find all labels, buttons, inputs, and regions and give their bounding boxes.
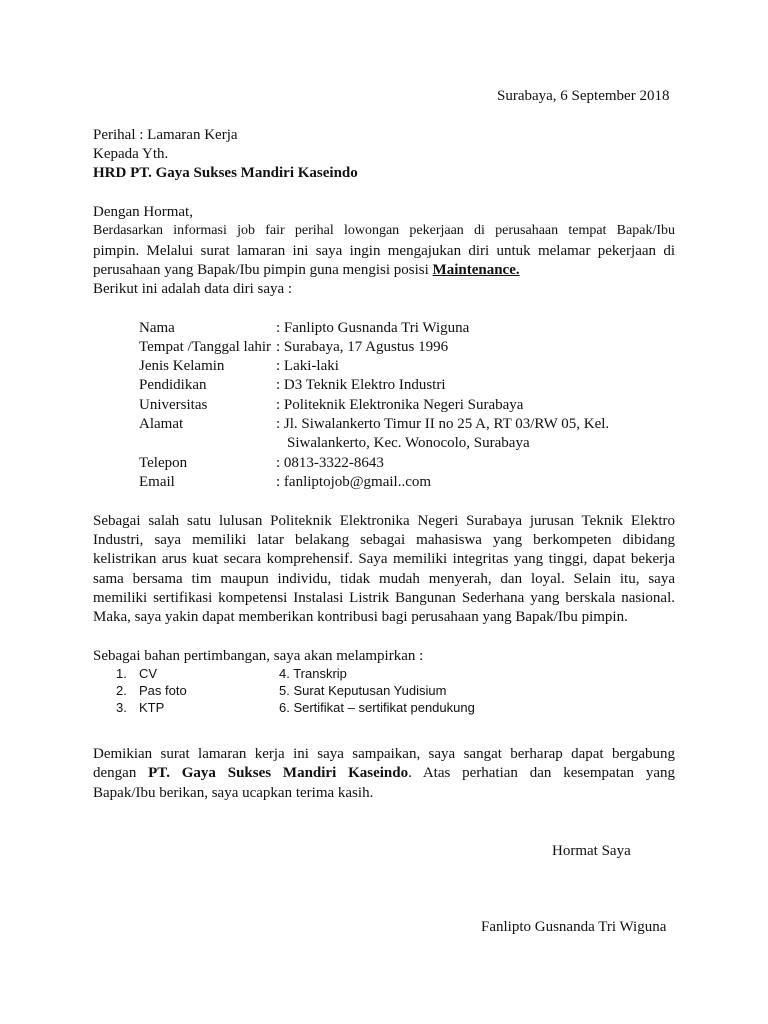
body-line-1: Sebagai salah satu lulusan Politeknik Elektronika Negeri Surabaya jurusan Teknik Elektro xyxy=(93,513,675,529)
closing-line-3: Bapak/Ibu berikan, saya ucapkan terima kasih. xyxy=(93,785,374,801)
phone-value: : 0813-3322-8643 xyxy=(276,455,384,471)
closing-company-name: PT. Gaya Sukses Mandiri Kaseindo xyxy=(148,765,409,781)
opening-line-3-text: perusahaan yang Bapak/Ibu pimpin guna mengisi posisi xyxy=(93,262,433,278)
address-value-line-2: Siwalankerto, Kec. Wonocolo, Surabaya xyxy=(287,435,530,451)
attachment-item-cv: CV xyxy=(139,666,158,681)
attachment-number-2: 2. xyxy=(116,683,127,698)
signature-regards: Hormat Saya xyxy=(552,843,631,859)
attachment-item-ktp: KTP xyxy=(139,700,165,715)
name-label: Nama xyxy=(139,320,175,336)
opening-line-1: Berdasarkan informasi job fair perihal lowongan pekerjaan di perusahaan tempat Bapak/Ibu xyxy=(93,223,675,238)
position-name: Maintenance. xyxy=(432,262,520,278)
attachment-item-sertifikat: 6. Sertifikat – sertifikat pendukung xyxy=(279,700,475,715)
birth-value: : Surabaya, 17 Agustus 1996 xyxy=(276,339,449,355)
birth-label: Tempat /Tanggal lahir xyxy=(139,339,272,355)
attachment-item-pas-foto: Pas foto xyxy=(139,683,187,698)
opening-line-2: pimpin. Melalui surat lamaran ini saya ingin mengajukan diri untuk melamar pekerjaan di xyxy=(93,243,675,259)
opening-line-3 xyxy=(93,263,520,278)
attachments-intro: Sebagai bahan pertimbangan, saya akan melampirkan : xyxy=(93,648,424,664)
body-line-2: Industri, saya memiliki latar belakang sebagai mahasiswa yang berkompeten dibidang xyxy=(93,532,675,548)
closing-line-2 xyxy=(93,766,675,781)
university-label: Universitas xyxy=(139,397,208,413)
body-line-5: memiliki sertifikasi kompetensi Instalasi Listrik Bangunan Sederhana yang berskala nasional. xyxy=(93,590,675,606)
body-line-6: Maka, saya yakin dapat memberikan kontribusi bagi perusahaan yang Bapak/Ibu pimpin. xyxy=(93,609,628,625)
address-value-line-1: : Jl. Siwalankerto Timur II no 25 A, RT 03/RW 05, Kel. xyxy=(276,416,610,432)
address-label: Alamat xyxy=(139,416,184,432)
name-value: : Fanlipto Gusnanda Tri Wiguna xyxy=(276,320,470,336)
letter-date: Surabaya, 6 September 2018 xyxy=(497,88,670,104)
recipient-name: HRD PT. Gaya Sukses Mandiri Kaseindo xyxy=(93,165,358,181)
salutation: Dengan Hormat, xyxy=(93,204,193,220)
opening-line-4: Berikut ini adalah data diri saya : xyxy=(93,281,293,297)
email-label: Email xyxy=(139,474,175,490)
attachment-item-transkrip: 4. Transkrip xyxy=(279,666,347,681)
education-value: : D3 Teknik Elektro Industri xyxy=(276,377,446,393)
addressee-line: Kepada Yth. xyxy=(93,146,169,162)
signature-name: Fanlipto Gusnanda Tri Wiguna xyxy=(481,919,667,935)
attachment-item-yudisium: 5. Surat Keputusan Yudisium xyxy=(279,683,447,698)
subject-line: Perihal : Lamaran Kerja xyxy=(93,127,238,143)
gender-label: Jenis Kelamin xyxy=(139,358,225,374)
attachment-number-1: 1. xyxy=(116,666,127,681)
body-line-4: sama bersama tim maupun individu, tidak mudah menyerah, dan loyal. Selain itu, saya xyxy=(93,571,675,587)
university-value: : Politeknik Elektronika Negeri Surabaya xyxy=(276,397,524,413)
closing-line-1: Demikian surat lamaran kerja ini saya sampaikan, saya sangat berharap dapat bergabung xyxy=(93,746,675,762)
body-line-3: kelistrikan arus kuat secara komprehensif. Saya memiliki integritas yang tinggi, dapat bekerja xyxy=(93,551,675,567)
education-label: Pendidikan xyxy=(139,377,207,393)
email-value: : fanliptojob@gmail..com xyxy=(276,474,432,490)
attachment-number-3: 3. xyxy=(116,700,127,715)
phone-label: Telepon xyxy=(139,455,188,471)
closing-line-2-suffix: . Atas perhatian dan kesempatan yang xyxy=(408,765,675,781)
closing-line-2-prefix: dengan xyxy=(93,765,149,781)
gender-value: : Laki-laki xyxy=(276,358,339,374)
